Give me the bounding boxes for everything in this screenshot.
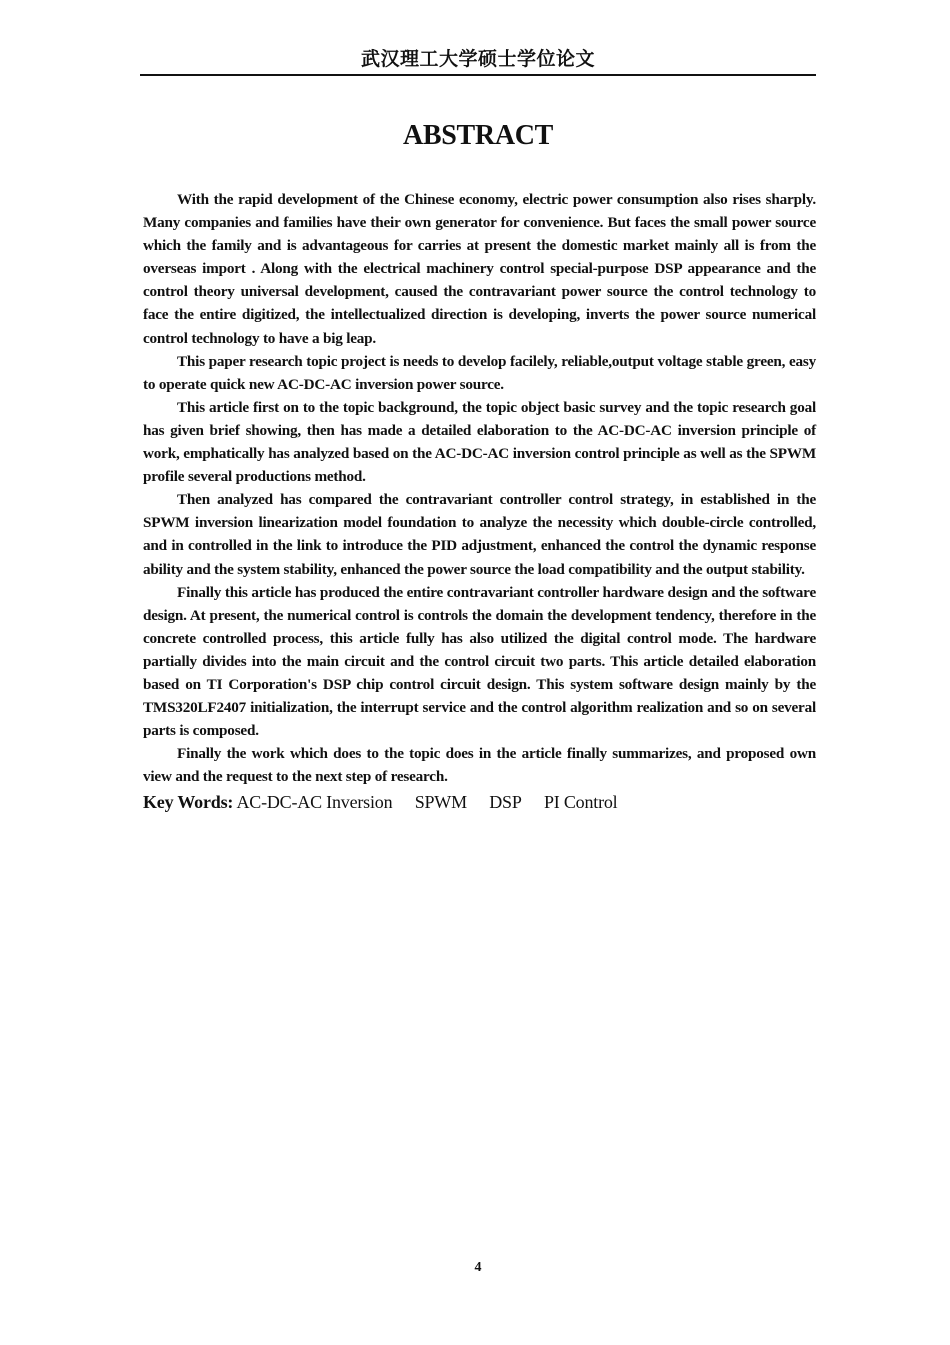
- abstract-body: [143, 188, 816, 815]
- abstract-paragraph: Finally the work which does to the topic does in the article finally summarizes, and proposed own view and the request to the next step of research.: [143, 745, 816, 786]
- abstract-paragraph: With the rapid development of the Chinese economy, electric power consumption also rises sharply. Many companies and families have their own generator for convenience. But faces the small power source which the family and is advantageous for carries at present the domestic market mainly all is from the overseas import . Along with the electrical machinery control special-purpose DSP appearance and the control theory universal development, caused the contravariant power source the control technology to face the entire digitized, the intellectualized direction is developing, inverts the power source numerical control technology to have a big leap.: [143, 191, 816, 347]
- header-rule: [140, 74, 816, 76]
- abstract-paragraph: Finally this article has produced the entire contravariant controller hardware design and the software design. At present, the numerical control is controls the domain the development tendency, therefore in the concrete controlled process, this article fully has also utilized the digital control mode. The hardware partially divides into the main circuit and the control circuit two parts. This article detailed elaboration based on TI Corporation's DSP chip control circuit design. This system software design mainly by the TMS320LF2407 initialization, the interrupt service and the control algorithm realization and so on several parts is composed.: [143, 583, 816, 740]
- keyword: DSP: [489, 792, 522, 813]
- keywords-label: Key Words:: [143, 792, 234, 813]
- page-number: 4: [474, 1260, 482, 1275]
- abstract-paragraph: This paper research topic project is needs to develop facilely, reliable,output voltage stable green, easy to operate quick new AC-DC-AC inversion power source.: [143, 352, 816, 393]
- abstract-paragraph: This article first on to the topic background, the topic object basic survey and the topic research goal has given brief showing, then has made a detailed elaboration to the AC-DC-AC inversion principle of work, emphatically has analyzed based on the AC-DC-AC inversion control principle as well as the SPWM profile several productions method.: [143, 398, 816, 486]
- keyword: PI Control: [543, 792, 618, 813]
- keywords-line: [143, 789, 816, 815]
- abstract-title: ABSTRACT: [402, 120, 554, 151]
- running-header: 武汉理工大学硕士学位论文: [360, 49, 595, 70]
- keyword: AC-DC-AC Inversion: [236, 792, 393, 813]
- keyword: SPWM: [414, 792, 467, 813]
- abstract-paragraph: Then analyzed has compared the contravariant controller control strategy, in established in the SPWM inversion linearization model foundation to analyze the necessity which double-circle controlled, and in controlled in the link to introduce the PID adjustment, enhanced the control the dynamic response ability and the system stability, enhanced the power source the load compatibility and the output stability.: [143, 491, 816, 578]
